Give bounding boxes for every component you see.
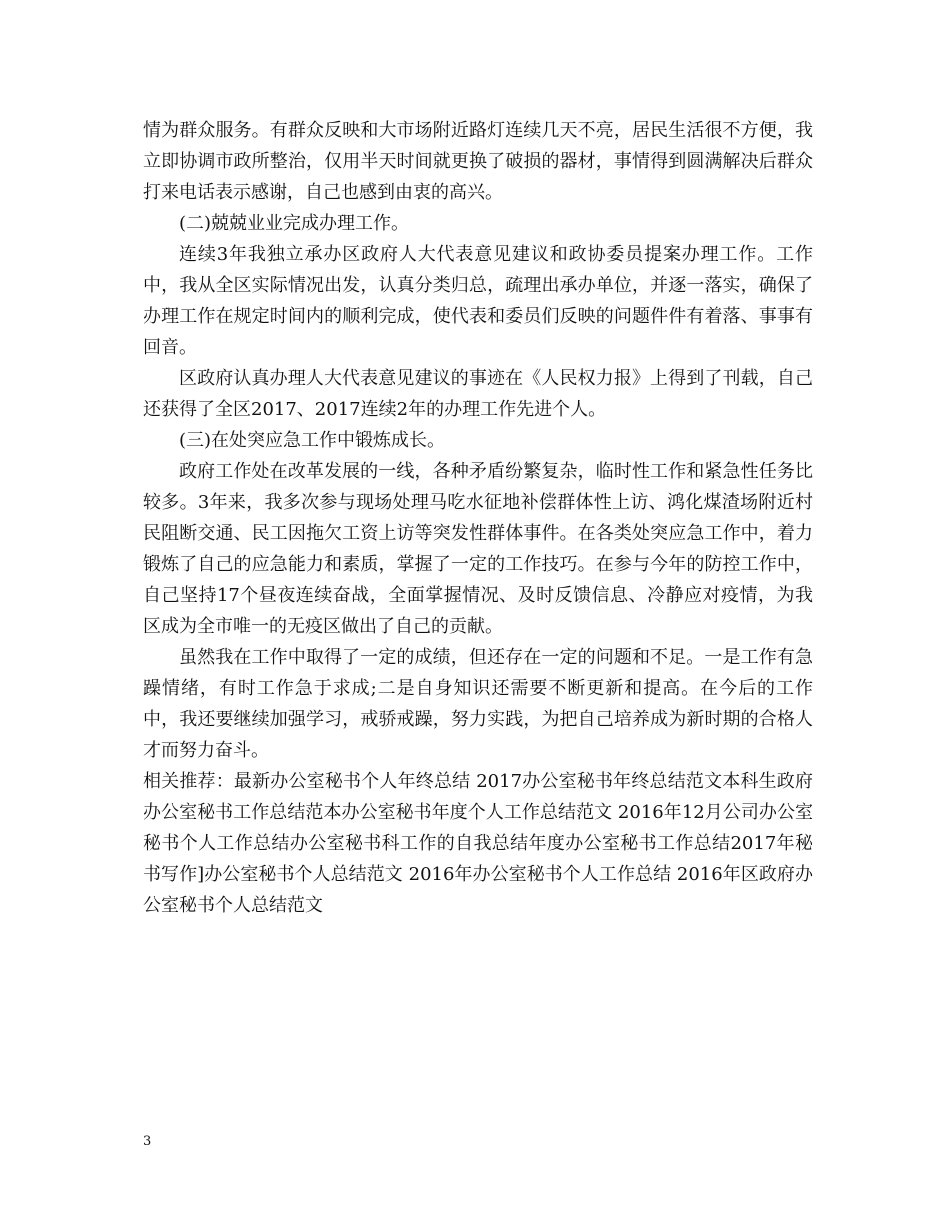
paragraph-proposal-handling: 连续3年我独立承办区政府人大代表意见建议和政协委员提案办理工作。工作中，我从全区实际情况出发，认真分类归总，疏理出承办单位，并逐一落实，确保了办理工作在规定时间内的顺利完成，使代表和委员们反映的问题件件有着落、事事有回音。 [143, 244, 813, 358]
related-recommendations: 相关推荐：最新办公室秘书个人年终总结 2017办公室秘书年终总结范文本科生政府办公室秘书工作总结范本办公室秘书年度个人工作总结范文 2016年12月公司办公室秘书个人工作总结办公室秘书科工作的自我总结年度办公室秘书工作总结2017年秘书写作]办公室秘书个人总结范文 2016年办公室秘书个人工作总结 2016年区政府办公室秘书个人总结范文 [143, 771, 813, 916]
document-body [143, 115, 813, 921]
section-heading-three: (三)在处突应急工作中锻炼成长。 [179, 430, 446, 451]
section-heading-two: (二)兢兢业业完成办理工作。 [179, 213, 410, 234]
paragraph-award: 区政府认真办理人大代表意见建议的事迹在《人民权力报》上得到了刊载，自己还获得了全区2017、2017连续2年的办理工作先进个人。 [143, 368, 813, 420]
paragraph-emergency-work: 政府工作处在改革发展的一线，各种矛盾纷繁复杂，临时性工作和紧急性任务比较多。3年来，我多次参与现场处理马吃水征地补偿群体性上访、鸿化煤渣场附近村民阻断交通、民工因拖欠工资上访等突发性群体事件。在各类处突应急工作中，着力锻炼了自己的应急能力和素质，掌握了一定的工作技巧。在参与今年的防控工作中，自己坚持17个昼夜连续奋战，全面掌握情况、及时反馈信息、冷静应对疫情，为我区成为全市唯一的无疫区做出了自己的贡献。 [143, 461, 813, 637]
paragraph-shortcomings: 虽然我在工作中取得了一定的成绩，但还存在一定的问题和不足。一是工作有急躁情绪，有时工作急于求成;二是自身知识还需要不断更新和提高。在今后的工作中，我还要继续加强学习，戒骄戒躁，努力实践，为把自己培养成为新时期的合格人才而努力奋斗。 [143, 647, 813, 761]
page-number: 3 [143, 1134, 152, 1149]
paragraph-continued: 情为群众服务。有群众反映和大市场附近路灯连续几天不亮，居民生活很不方便，我立即协调市政所整治，仅用半天时间就更换了破损的器材，事情得到圆满解决后群众打来电话表示感谢，自己也感到由衷的高兴。 [143, 120, 813, 203]
